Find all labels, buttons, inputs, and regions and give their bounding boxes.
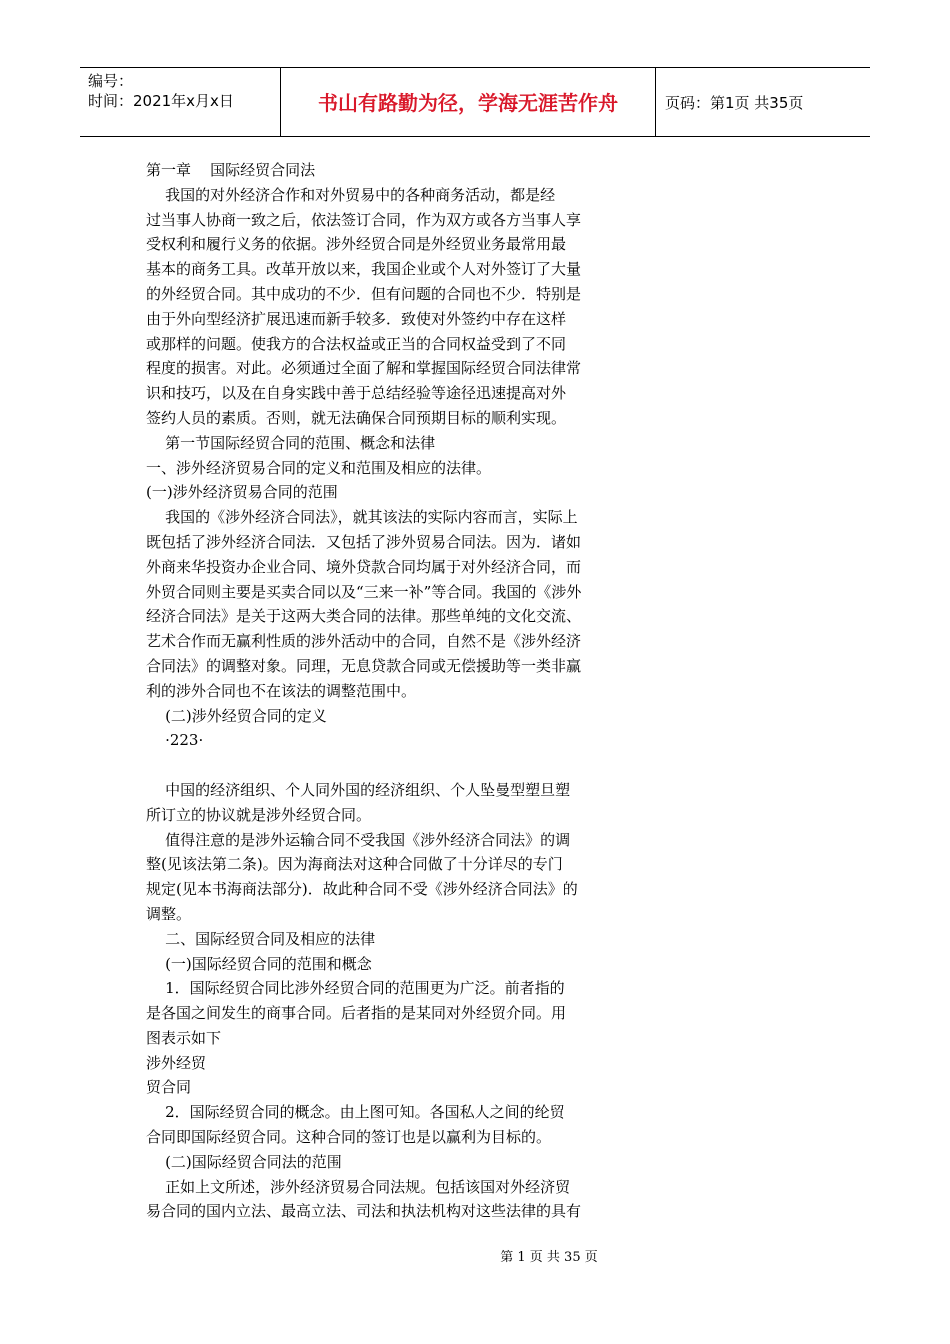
- page-footer: 第 1 页 共 35 页: [500, 1250, 598, 1265]
- body-line: 合同法》的调整对象。同理，无息贷款合同或无偿援助等一类非赢: [146, 656, 582, 675]
- body-line: 的外经贸合同。其中成功的不少．但有问题的合同也不少．特别是: [146, 284, 582, 303]
- body-line: 或那样的问题。使我方的合法权益或正当的合同权益受到了不同: [146, 334, 567, 353]
- body-line: 所订立的协议就是涉外经贸合同。: [146, 805, 372, 824]
- body-line: 过当事人协商一致之后，依法签订合同，作为双方或各方当事人享: [146, 210, 582, 229]
- body-line: 二、国际经贸合同及相应的法律: [146, 929, 376, 948]
- body-line: (二)涉外经贸合同的定义: [146, 706, 327, 725]
- document-time-label: 时间：2021年x月x日: [88, 92, 234, 110]
- body-line: 是各国之间发生的商事合同。后者指的是某同对外经贸介同。用: [146, 1004, 567, 1023]
- body-line: 经济合同法》是关于这两大类合同的法律。那些单纯的文化交流、: [146, 607, 582, 626]
- body-line: 外贸合同则主要是买卖合同以及“三来一补”等合同。我国的《涉外: [146, 582, 582, 601]
- body-line: 程度的损害。对此。必须通过全面了解和掌握国际经贸合同法律常: [146, 359, 582, 378]
- header-divider: [655, 68, 656, 136]
- body-line: 规定(见本书海商法部分)．故此种合同不受《涉外经济合同法》的: [146, 880, 578, 899]
- body-line: 我国的对外经济合作和对外贸易中的各种商务活动，都是经: [146, 185, 556, 204]
- body-line: 图表示如下: [146, 1028, 222, 1047]
- body-line: 既包括了涉外经济合同法．又包括了涉外贸易合同法。因为．诸如: [146, 532, 582, 551]
- body-line: 我国的《涉外经济合同法》，就其该法的实际内容而言，实际上: [146, 508, 578, 527]
- document-body: [146, 158, 666, 1224]
- header-motto: 书山有路勤为径，学海无涯苦作舟: [318, 91, 618, 115]
- body-line: 受权利和履行义务的依据。涉外经贸合同是外经贸业务最常用最: [146, 235, 567, 254]
- body-line: 贸合同: [146, 1078, 192, 1097]
- body-line: 第一节国际经贸合同的范围、概念和法律: [146, 433, 436, 452]
- body-line: 1．国际经贸合同比涉外经贸合同的范围更为广泛。前者指的: [146, 979, 565, 998]
- blank-line: [146, 753, 666, 778]
- body-line: 基本的商务工具。改革开放以来，我国企业或个人对外签订了大量: [146, 260, 582, 279]
- body-line: 易合同的国内立法、最高立法、司法和执法机构对这些法律的具有: [146, 1202, 582, 1221]
- body-line: 值得注意的是涉外运输合同不受我国《涉外经济合同法》的调: [146, 830, 571, 849]
- header-page-info: 页码：第1页 共35页: [665, 94, 804, 112]
- body-line: (一)涉外经济贸易合同的范围: [146, 483, 338, 502]
- body-line: 正如上文所述，涉外经济贸易合同法规。包括该国对外经济贸: [146, 1177, 571, 1196]
- body-line: ·223·: [146, 731, 204, 750]
- page-header: [80, 67, 870, 137]
- body-line: 由于外向型经济扩展迅速而新手较多．致使对外签约中存在这样: [146, 309, 567, 328]
- header-meta: [88, 71, 234, 111]
- body-line: 第一章 国际经贸合同法: [146, 161, 316, 179]
- body-line: 利的涉外合同也不在该法的调整范围中。: [146, 681, 417, 700]
- body-line: 一、涉外经济贸易合同的定义和范围及相应的法律。: [146, 458, 492, 477]
- body-line: (一)国际经贸合同的范围和概念: [146, 954, 372, 973]
- body-line: 合同即国际经贸合同。这种合同的签订也是以赢利为目标的。: [146, 1128, 552, 1147]
- document-number-label: 编号：: [88, 72, 134, 90]
- body-line: 外商来华投资办企业合同、境外贷款合同均属于对外经济合同，而: [146, 557, 582, 576]
- body-line: 2．国际经贸合同的概念。由上图可知。各国私人之间的纶贸: [146, 1103, 565, 1122]
- body-line: 签约人员的素质。否则，就无法确保合同预期目标的顺利实现。: [146, 408, 567, 427]
- body-line: 调整。: [146, 904, 192, 923]
- body-line: 中国的经济组织、个人同外国的经济组织、个人坠曼型塑旦塑: [146, 780, 571, 799]
- body-line: 艺术合作而无赢利性质的涉外活动中的合同，自然不是《涉外经济: [146, 632, 582, 651]
- body-line: 涉外经贸: [146, 1053, 207, 1072]
- body-line: (二)国际经贸合同法的范围: [146, 1152, 342, 1171]
- body-line: 整(见该法第二条)。因为海商法对这种合同做了十分详尽的专门: [146, 855, 563, 874]
- body-line: 识和技巧，以及在自身实践中善于总结经验等途径迅速提高对外: [146, 384, 567, 403]
